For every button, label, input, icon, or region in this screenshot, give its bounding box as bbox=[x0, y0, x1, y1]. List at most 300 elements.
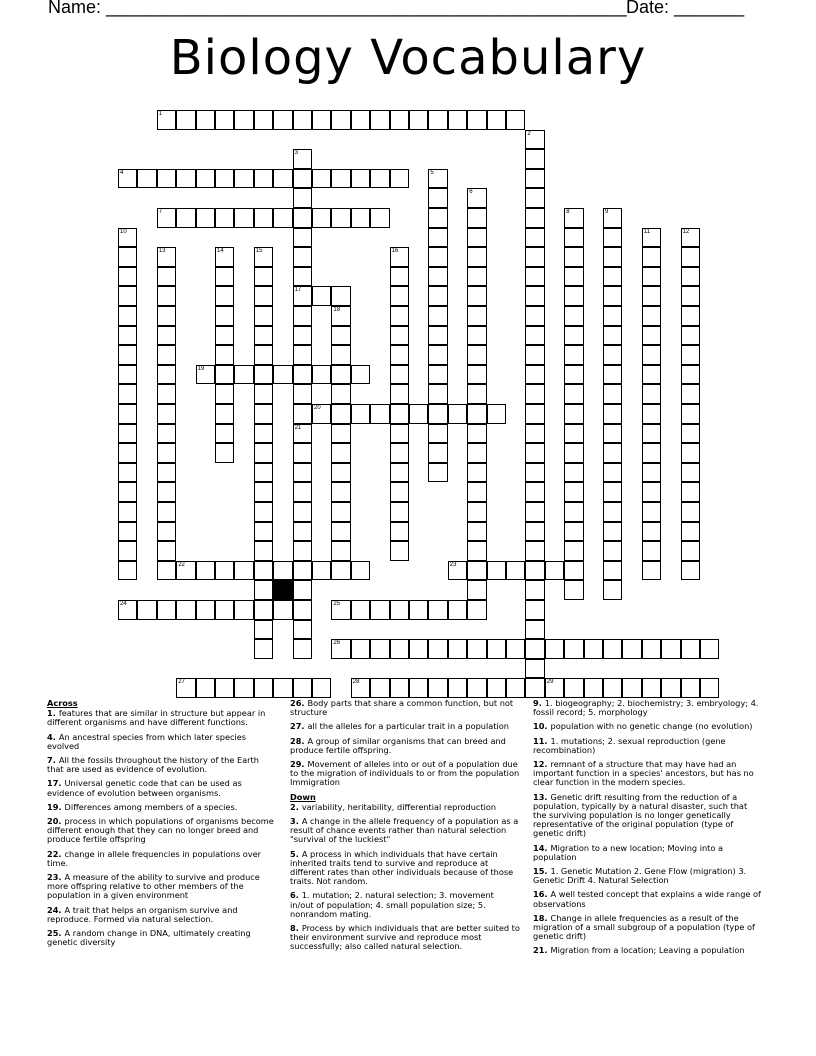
grid-cell[interactable] bbox=[293, 188, 312, 208]
grid-cell[interactable] bbox=[215, 306, 234, 326]
grid-cell[interactable] bbox=[642, 522, 661, 542]
grid-cell[interactable] bbox=[428, 404, 447, 424]
grid-cell[interactable] bbox=[157, 110, 176, 130]
grid-cell[interactable] bbox=[390, 463, 409, 483]
grid-cell[interactable] bbox=[215, 326, 234, 346]
grid-cell[interactable] bbox=[293, 365, 312, 385]
grid-cell[interactable] bbox=[215, 384, 234, 404]
grid-cell[interactable] bbox=[331, 169, 350, 189]
grid-cell[interactable] bbox=[428, 267, 447, 287]
grid-cell[interactable] bbox=[312, 404, 331, 424]
grid-cell[interactable] bbox=[293, 639, 312, 659]
grid-cell[interactable] bbox=[196, 365, 215, 385]
grid-cell[interactable] bbox=[351, 678, 370, 698]
grid-cell[interactable] bbox=[681, 404, 700, 424]
grid-cell[interactable] bbox=[293, 286, 312, 306]
grid-cell[interactable] bbox=[293, 502, 312, 522]
grid-cell[interactable] bbox=[603, 208, 622, 228]
grid-cell[interactable] bbox=[642, 228, 661, 248]
grid-cell[interactable] bbox=[215, 404, 234, 424]
grid-cell[interactable] bbox=[545, 639, 564, 659]
grid-cell[interactable] bbox=[603, 247, 622, 267]
grid-cell[interactable] bbox=[196, 208, 215, 228]
grid-cell[interactable] bbox=[215, 110, 234, 130]
grid-cell[interactable] bbox=[681, 286, 700, 306]
grid-cell[interactable] bbox=[428, 247, 447, 267]
grid-cell[interactable] bbox=[312, 169, 331, 189]
grid-cell[interactable] bbox=[157, 404, 176, 424]
grid-cell[interactable] bbox=[215, 286, 234, 306]
grid-cell[interactable] bbox=[254, 541, 273, 561]
grid-cell[interactable] bbox=[157, 247, 176, 267]
grid-cell[interactable] bbox=[390, 639, 409, 659]
grid-cell[interactable] bbox=[681, 228, 700, 248]
grid-cell[interactable] bbox=[448, 639, 467, 659]
grid-cell[interactable] bbox=[525, 188, 544, 208]
grid-cell[interactable] bbox=[273, 365, 292, 385]
grid-cell[interactable] bbox=[118, 247, 137, 267]
grid-cell[interactable] bbox=[642, 463, 661, 483]
grid-cell[interactable] bbox=[293, 306, 312, 326]
grid-cell[interactable] bbox=[157, 345, 176, 365]
grid-cell[interactable] bbox=[254, 208, 273, 228]
grid-cell[interactable] bbox=[118, 482, 137, 502]
grid-cell[interactable] bbox=[487, 110, 506, 130]
grid-cell[interactable] bbox=[642, 424, 661, 444]
grid-cell[interactable] bbox=[525, 600, 544, 620]
grid-cell[interactable] bbox=[331, 502, 350, 522]
grid-cell[interactable] bbox=[603, 228, 622, 248]
grid-cell[interactable] bbox=[525, 247, 544, 267]
grid-cell[interactable] bbox=[525, 286, 544, 306]
grid-cell[interactable] bbox=[331, 208, 350, 228]
grid-cell[interactable] bbox=[293, 522, 312, 542]
grid-cell[interactable] bbox=[428, 384, 447, 404]
grid-cell[interactable] bbox=[331, 326, 350, 346]
grid-cell[interactable] bbox=[331, 345, 350, 365]
grid-cell[interactable] bbox=[564, 384, 583, 404]
grid-cell[interactable] bbox=[390, 247, 409, 267]
grid-cell[interactable] bbox=[642, 306, 661, 326]
grid-cell[interactable] bbox=[467, 522, 486, 542]
grid-cell[interactable] bbox=[564, 247, 583, 267]
grid-cell[interactable] bbox=[428, 365, 447, 385]
grid-cell[interactable] bbox=[137, 600, 156, 620]
grid-cell[interactable] bbox=[390, 482, 409, 502]
grid-cell[interactable] bbox=[603, 561, 622, 581]
grid-cell[interactable] bbox=[642, 404, 661, 424]
grid-cell[interactable] bbox=[137, 169, 156, 189]
grid-cell[interactable] bbox=[661, 678, 680, 698]
grid-cell[interactable] bbox=[428, 639, 447, 659]
grid-cell[interactable] bbox=[312, 678, 331, 698]
grid-cell[interactable] bbox=[525, 130, 544, 150]
grid-cell[interactable] bbox=[525, 541, 544, 561]
grid-cell[interactable] bbox=[390, 267, 409, 287]
grid-cell[interactable] bbox=[467, 345, 486, 365]
grid-cell[interactable] bbox=[157, 169, 176, 189]
grid-cell[interactable] bbox=[254, 110, 273, 130]
grid-cell[interactable] bbox=[642, 365, 661, 385]
grid-cell[interactable] bbox=[467, 561, 486, 581]
grid-cell[interactable] bbox=[681, 482, 700, 502]
grid-cell[interactable] bbox=[428, 110, 447, 130]
grid-cell[interactable] bbox=[467, 443, 486, 463]
grid-cell[interactable] bbox=[293, 384, 312, 404]
grid-cell[interactable] bbox=[331, 639, 350, 659]
grid-cell[interactable] bbox=[176, 208, 195, 228]
grid-cell[interactable] bbox=[681, 502, 700, 522]
grid-cell[interactable] bbox=[661, 639, 680, 659]
grid-cell[interactable] bbox=[390, 541, 409, 561]
grid-cell[interactable] bbox=[525, 208, 544, 228]
grid-cell[interactable] bbox=[603, 580, 622, 600]
grid-cell[interactable] bbox=[564, 365, 583, 385]
grid-cell[interactable] bbox=[234, 365, 253, 385]
grid-cell[interactable] bbox=[254, 365, 273, 385]
grid-cell[interactable] bbox=[254, 580, 273, 600]
grid-cell[interactable] bbox=[428, 169, 447, 189]
grid-cell[interactable] bbox=[681, 678, 700, 698]
grid-cell[interactable] bbox=[603, 286, 622, 306]
grid-cell[interactable] bbox=[215, 443, 234, 463]
grid-cell[interactable] bbox=[351, 110, 370, 130]
grid-cell[interactable] bbox=[254, 443, 273, 463]
grid-cell[interactable] bbox=[331, 443, 350, 463]
grid-cell[interactable] bbox=[642, 267, 661, 287]
grid-cell[interactable] bbox=[642, 639, 661, 659]
grid-cell[interactable] bbox=[331, 541, 350, 561]
grid-cell[interactable] bbox=[467, 639, 486, 659]
grid-cell[interactable] bbox=[293, 541, 312, 561]
grid-cell[interactable] bbox=[487, 404, 506, 424]
grid-cell[interactable] bbox=[254, 286, 273, 306]
grid-cell[interactable] bbox=[603, 541, 622, 561]
grid-cell[interactable] bbox=[564, 502, 583, 522]
grid-cell[interactable] bbox=[293, 149, 312, 169]
grid-cell[interactable] bbox=[564, 561, 583, 581]
grid-cell[interactable] bbox=[331, 424, 350, 444]
grid-cell[interactable] bbox=[196, 169, 215, 189]
grid-cell[interactable] bbox=[448, 404, 467, 424]
grid-cell[interactable] bbox=[234, 561, 253, 581]
grid-cell[interactable] bbox=[525, 384, 544, 404]
grid-cell[interactable] bbox=[584, 639, 603, 659]
grid-cell[interactable] bbox=[351, 639, 370, 659]
grid-cell[interactable] bbox=[234, 678, 253, 698]
grid-cell[interactable] bbox=[681, 522, 700, 542]
grid-cell[interactable] bbox=[564, 463, 583, 483]
grid-cell[interactable] bbox=[390, 404, 409, 424]
grid-cell[interactable] bbox=[331, 404, 350, 424]
grid-cell[interactable] bbox=[196, 561, 215, 581]
grid-cell[interactable] bbox=[331, 384, 350, 404]
grid-cell[interactable] bbox=[118, 345, 137, 365]
grid-cell[interactable] bbox=[428, 424, 447, 444]
grid-cell[interactable] bbox=[215, 600, 234, 620]
grid-cell[interactable] bbox=[409, 404, 428, 424]
grid-cell[interactable] bbox=[390, 678, 409, 698]
grid-cell[interactable] bbox=[118, 502, 137, 522]
grid-cell[interactable] bbox=[467, 482, 486, 502]
grid-cell[interactable] bbox=[467, 208, 486, 228]
grid-cell[interactable] bbox=[603, 306, 622, 326]
grid-cell[interactable] bbox=[603, 482, 622, 502]
grid-cell[interactable] bbox=[331, 306, 350, 326]
grid-cell[interactable] bbox=[603, 639, 622, 659]
grid-cell[interactable] bbox=[525, 482, 544, 502]
grid-cell[interactable] bbox=[390, 502, 409, 522]
grid-cell[interactable] bbox=[390, 600, 409, 620]
grid-cell[interactable] bbox=[506, 678, 525, 698]
grid-cell[interactable] bbox=[157, 522, 176, 542]
grid-cell[interactable] bbox=[254, 267, 273, 287]
grid-cell[interactable] bbox=[428, 345, 447, 365]
grid-cell[interactable] bbox=[118, 267, 137, 287]
grid-cell[interactable] bbox=[642, 678, 661, 698]
grid-cell[interactable] bbox=[254, 522, 273, 542]
grid-cell[interactable] bbox=[467, 404, 486, 424]
grid-cell[interactable] bbox=[545, 678, 564, 698]
grid-cell[interactable] bbox=[467, 600, 486, 620]
grid-cell[interactable] bbox=[428, 678, 447, 698]
grid-cell[interactable] bbox=[428, 306, 447, 326]
grid-cell[interactable] bbox=[157, 482, 176, 502]
grid-cell[interactable] bbox=[467, 247, 486, 267]
grid-cell[interactable] bbox=[234, 600, 253, 620]
grid-cell[interactable] bbox=[293, 482, 312, 502]
grid-cell[interactable] bbox=[603, 404, 622, 424]
grid-cell[interactable] bbox=[293, 404, 312, 424]
grid-cell[interactable] bbox=[331, 110, 350, 130]
grid-cell[interactable] bbox=[196, 600, 215, 620]
grid-cell[interactable] bbox=[234, 208, 253, 228]
grid-cell[interactable] bbox=[681, 247, 700, 267]
grid-cell[interactable] bbox=[681, 345, 700, 365]
grid-cell[interactable] bbox=[642, 286, 661, 306]
grid-cell[interactable] bbox=[273, 678, 292, 698]
grid-cell[interactable] bbox=[487, 561, 506, 581]
grid-cell[interactable] bbox=[564, 208, 583, 228]
grid-cell[interactable] bbox=[254, 678, 273, 698]
grid-cell[interactable] bbox=[273, 208, 292, 228]
grid-cell[interactable] bbox=[293, 228, 312, 248]
grid-cell[interactable] bbox=[176, 561, 195, 581]
grid-cell[interactable] bbox=[351, 208, 370, 228]
grid-cell[interactable] bbox=[215, 678, 234, 698]
grid-cell[interactable] bbox=[157, 561, 176, 581]
grid-cell[interactable] bbox=[118, 326, 137, 346]
grid-cell[interactable] bbox=[254, 424, 273, 444]
grid-cell[interactable] bbox=[312, 561, 331, 581]
grid-cell[interactable] bbox=[215, 424, 234, 444]
grid-cell[interactable] bbox=[312, 208, 331, 228]
grid-cell[interactable] bbox=[467, 541, 486, 561]
grid-cell[interactable] bbox=[234, 110, 253, 130]
grid-cell[interactable] bbox=[215, 561, 234, 581]
grid-cell[interactable] bbox=[642, 443, 661, 463]
grid-cell[interactable] bbox=[525, 424, 544, 444]
grid-cell[interactable] bbox=[157, 443, 176, 463]
grid-cell[interactable] bbox=[157, 208, 176, 228]
grid-cell[interactable] bbox=[409, 678, 428, 698]
grid-cell[interactable] bbox=[254, 404, 273, 424]
grid-cell[interactable] bbox=[603, 345, 622, 365]
grid-cell[interactable] bbox=[700, 639, 719, 659]
grid-cell[interactable] bbox=[293, 561, 312, 581]
grid-cell[interactable] bbox=[467, 384, 486, 404]
grid-cell[interactable] bbox=[273, 561, 292, 581]
grid-cell[interactable] bbox=[351, 404, 370, 424]
grid-cell[interactable] bbox=[293, 424, 312, 444]
grid-cell[interactable] bbox=[545, 561, 564, 581]
grid-cell[interactable] bbox=[642, 561, 661, 581]
grid-cell[interactable] bbox=[642, 482, 661, 502]
grid-cell[interactable] bbox=[506, 639, 525, 659]
grid-cell[interactable] bbox=[118, 286, 137, 306]
grid-cell[interactable] bbox=[273, 110, 292, 130]
grid-cell[interactable] bbox=[428, 600, 447, 620]
grid-cell[interactable] bbox=[603, 463, 622, 483]
grid-cell[interactable] bbox=[390, 443, 409, 463]
grid-cell[interactable] bbox=[118, 463, 137, 483]
grid-cell[interactable] bbox=[467, 678, 486, 698]
grid-cell[interactable] bbox=[525, 267, 544, 287]
grid-cell[interactable] bbox=[118, 424, 137, 444]
grid-cell[interactable] bbox=[215, 169, 234, 189]
grid-cell[interactable] bbox=[254, 482, 273, 502]
grid-cell[interactable] bbox=[681, 443, 700, 463]
grid-cell[interactable] bbox=[603, 502, 622, 522]
grid-cell[interactable] bbox=[370, 678, 389, 698]
grid-cell[interactable] bbox=[642, 345, 661, 365]
grid-cell[interactable] bbox=[603, 424, 622, 444]
grid-cell[interactable] bbox=[506, 561, 525, 581]
grid-cell[interactable] bbox=[564, 286, 583, 306]
grid-cell[interactable] bbox=[525, 659, 544, 679]
grid-cell[interactable] bbox=[254, 561, 273, 581]
grid-cell[interactable] bbox=[506, 110, 525, 130]
grid-cell[interactable] bbox=[681, 541, 700, 561]
grid-cell[interactable] bbox=[409, 110, 428, 130]
grid-cell[interactable] bbox=[118, 365, 137, 385]
grid-cell[interactable] bbox=[681, 463, 700, 483]
grid-cell[interactable] bbox=[234, 169, 253, 189]
grid-cell[interactable] bbox=[525, 306, 544, 326]
grid-cell[interactable] bbox=[428, 228, 447, 248]
grid-cell[interactable] bbox=[448, 678, 467, 698]
grid-cell[interactable] bbox=[564, 424, 583, 444]
grid-cell[interactable] bbox=[390, 522, 409, 542]
grid-cell[interactable] bbox=[176, 169, 195, 189]
grid-cell[interactable] bbox=[254, 306, 273, 326]
grid-cell[interactable] bbox=[370, 110, 389, 130]
grid-cell[interactable] bbox=[467, 365, 486, 385]
grid-cell[interactable] bbox=[196, 678, 215, 698]
grid-cell[interactable] bbox=[681, 384, 700, 404]
grid-cell[interactable] bbox=[157, 286, 176, 306]
grid-cell[interactable] bbox=[157, 600, 176, 620]
grid-cell[interactable] bbox=[331, 482, 350, 502]
grid-cell[interactable] bbox=[564, 580, 583, 600]
grid-cell[interactable] bbox=[157, 463, 176, 483]
grid-cell[interactable] bbox=[564, 267, 583, 287]
grid-cell[interactable] bbox=[467, 502, 486, 522]
grid-cell[interactable] bbox=[390, 110, 409, 130]
grid-cell[interactable] bbox=[525, 678, 544, 698]
grid-cell[interactable] bbox=[176, 600, 195, 620]
grid-cell[interactable] bbox=[525, 345, 544, 365]
grid-cell[interactable] bbox=[564, 443, 583, 463]
grid-cell[interactable] bbox=[157, 365, 176, 385]
grid-cell[interactable] bbox=[118, 522, 137, 542]
grid-cell[interactable] bbox=[331, 463, 350, 483]
grid-cell[interactable] bbox=[448, 110, 467, 130]
grid-cell[interactable] bbox=[428, 188, 447, 208]
grid-cell[interactable] bbox=[370, 404, 389, 424]
grid-cell[interactable] bbox=[157, 326, 176, 346]
grid-cell[interactable] bbox=[564, 522, 583, 542]
grid-cell[interactable] bbox=[467, 306, 486, 326]
grid-cell[interactable] bbox=[215, 208, 234, 228]
grid-cell[interactable] bbox=[681, 365, 700, 385]
grid-cell[interactable] bbox=[370, 639, 389, 659]
grid-cell[interactable] bbox=[525, 443, 544, 463]
grid-cell[interactable] bbox=[564, 678, 583, 698]
grid-cell[interactable] bbox=[642, 502, 661, 522]
grid-cell[interactable] bbox=[603, 267, 622, 287]
grid-cell[interactable] bbox=[293, 620, 312, 640]
grid-cell[interactable] bbox=[700, 678, 719, 698]
grid-cell[interactable] bbox=[390, 365, 409, 385]
grid-cell[interactable] bbox=[525, 580, 544, 600]
grid-cell[interactable] bbox=[428, 463, 447, 483]
grid-cell[interactable] bbox=[525, 365, 544, 385]
grid-cell[interactable] bbox=[681, 326, 700, 346]
grid-cell[interactable] bbox=[525, 463, 544, 483]
grid-cell[interactable] bbox=[157, 306, 176, 326]
grid-cell[interactable] bbox=[525, 561, 544, 581]
grid-cell[interactable] bbox=[467, 326, 486, 346]
grid-cell[interactable] bbox=[564, 228, 583, 248]
grid-cell[interactable] bbox=[273, 600, 292, 620]
grid-cell[interactable] bbox=[390, 424, 409, 444]
grid-cell[interactable] bbox=[525, 228, 544, 248]
grid-cell[interactable] bbox=[312, 365, 331, 385]
grid-cell[interactable] bbox=[390, 326, 409, 346]
grid-cell[interactable] bbox=[487, 639, 506, 659]
grid-cell[interactable] bbox=[525, 169, 544, 189]
grid-cell[interactable] bbox=[525, 522, 544, 542]
grid-cell[interactable] bbox=[293, 345, 312, 365]
grid-cell[interactable] bbox=[525, 639, 544, 659]
grid-cell[interactable] bbox=[525, 620, 544, 640]
grid-cell[interactable] bbox=[196, 110, 215, 130]
grid-cell[interactable] bbox=[525, 326, 544, 346]
grid-cell[interactable] bbox=[293, 208, 312, 228]
grid-cell[interactable] bbox=[254, 169, 273, 189]
grid-cell[interactable] bbox=[642, 541, 661, 561]
grid-cell[interactable] bbox=[157, 541, 176, 561]
grid-cell[interactable] bbox=[370, 208, 389, 228]
grid-cell[interactable] bbox=[254, 639, 273, 659]
grid-cell[interactable] bbox=[467, 463, 486, 483]
grid-cell[interactable] bbox=[157, 424, 176, 444]
grid-cell[interactable] bbox=[681, 639, 700, 659]
grid-cell[interactable] bbox=[157, 267, 176, 287]
grid-cell[interactable] bbox=[215, 267, 234, 287]
grid-cell[interactable] bbox=[273, 169, 292, 189]
